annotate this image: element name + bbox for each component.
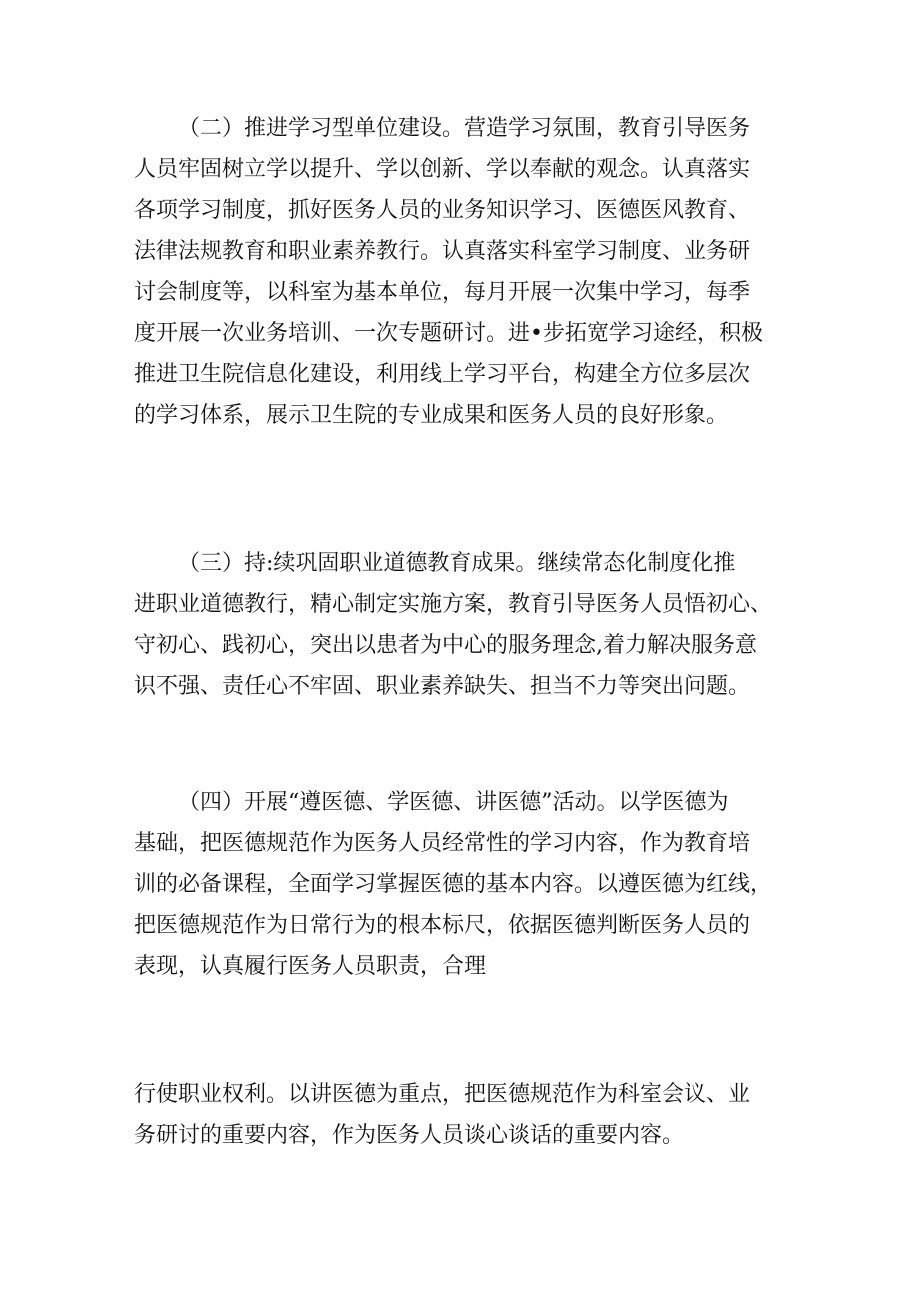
- paragraph-line: 表现，认真履行医务人员职责，合理: [134, 954, 487, 979]
- paragraph-line: 行使职业权利。以讲医德为重点，把医德规范作为科室会议、业: [134, 1082, 751, 1107]
- paragraph-line: 训的必备课程，全面学习掌握医德的基本内容。以遵医德为红线，: [134, 872, 773, 897]
- paragraph-line: 讨会制度等，以科室为基本单位，每月开展一次集中学习，每季: [134, 280, 751, 305]
- paragraph-line: 把医德规范作为日常行为的根本标尺，依据医德判断医务人员的: [134, 913, 751, 938]
- paragraph-line: 推进卫生院信息化建设，利用线上学习平台，构建全方位多层次: [134, 362, 751, 387]
- paragraph-line: 各项学习制度，抓好医务人员的业务知识学习、医德医风教育、: [134, 198, 751, 223]
- paragraph-line: 的学习体系，展示卫生院的专业成果和医务人员的良好形象。: [134, 403, 729, 428]
- paragraph-line: 基础，把医德规范作为医务人员经常性的学习内容，作为教育培: [134, 831, 751, 856]
- paragraph-line: 法律法规教育和职业素养教行。认真落实科室学习制度、业务研: [134, 239, 751, 264]
- paragraph-continuation: [134, 1074, 794, 1156]
- paragraph-line: 人员牢固树立学以提升、学以创新、学以奉献的观念。认真落实: [134, 157, 751, 182]
- paragraph-line: 度开展一次业务培训、一次专题研讨。进•步拓宽学习途经，积极: [134, 321, 763, 346]
- paragraph-line: 进职业道德教行，精心制定实施方案，教育引导医务人员悟初心、: [134, 592, 773, 617]
- paragraph-line: （三）持:续巩固职业道德教育成果。继续常态化制度化推: [178, 551, 736, 576]
- paragraph-line: 识不强、责任心不牢固、职业素养缺失、担当不力等突出问题。: [134, 674, 751, 699]
- paragraph-line: 务研讨的重要内容，作为医务人员谈心谈话的重要内容。: [134, 1123, 685, 1148]
- paragraph-section-3: [134, 543, 794, 707]
- paragraph-section-4: [134, 782, 794, 987]
- paragraph-line: （四）开展“遵医德、学医德、讲医德”活动。以学医德为: [178, 790, 729, 815]
- paragraph-line: （二）推进学习型单位建设。营造学习氛围，教育引导医务: [178, 116, 751, 141]
- paragraph-line: 守初心、践初心，突出以患者为中心的服务理念,着力解决服务意: [134, 633, 757, 658]
- paragraph-section-2: [134, 108, 794, 436]
